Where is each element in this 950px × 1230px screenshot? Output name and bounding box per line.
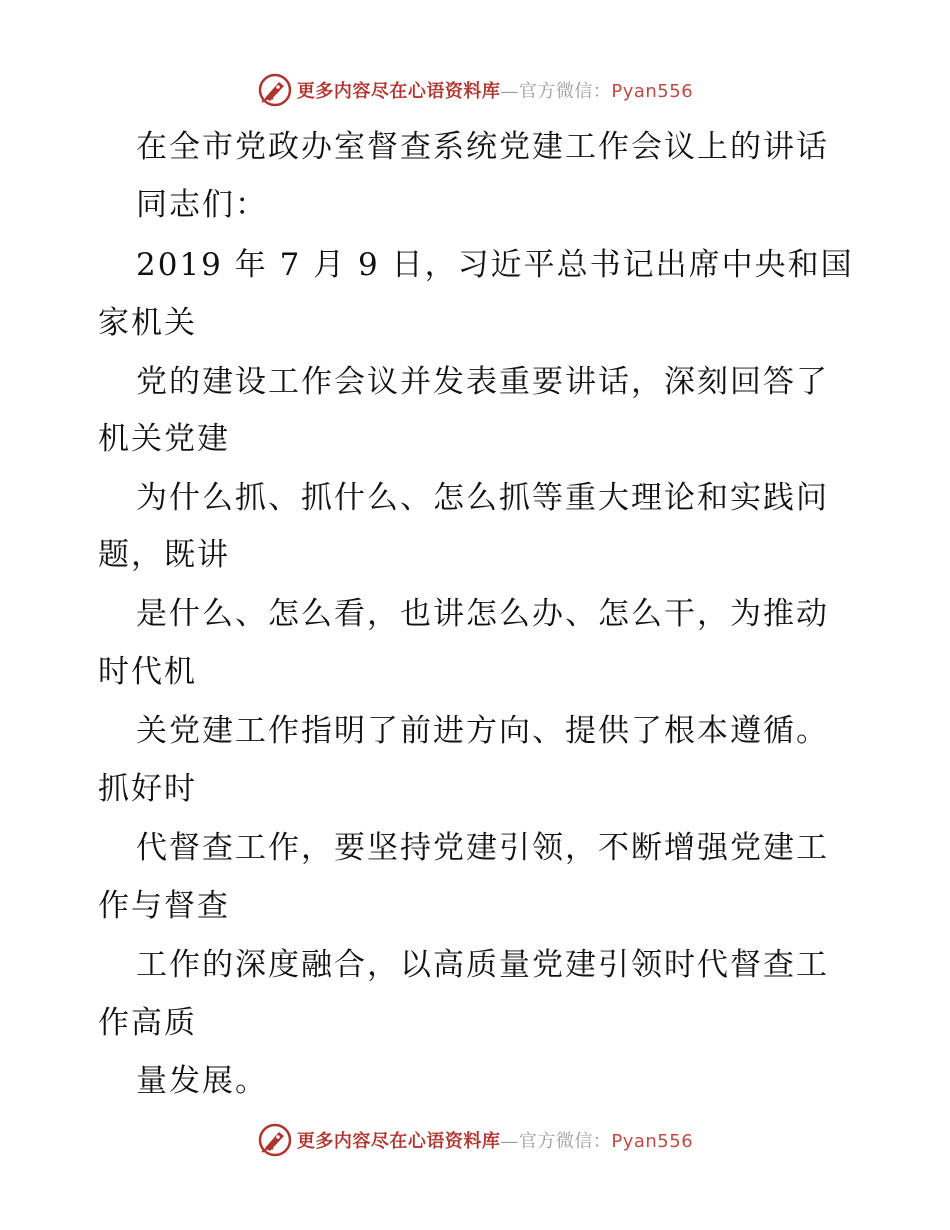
banner-wechat-label: 官方微信： xyxy=(518,81,612,102)
document-title: 在全市党政办室督查系统党建工作会议上的讲话 xyxy=(136,129,829,165)
paragraph-line: 代督查工作，要坚持党建引领，不断增强党建工 xyxy=(136,830,829,866)
paragraph-line: 为什么抓、抓什么、怎么抓等重大理论和实践问 xyxy=(136,480,829,516)
paragraph-line: 作高质 xyxy=(98,1005,197,1041)
paragraph-line: 是什么、怎么看，也讲怎么办、怎么干，为推动 xyxy=(136,596,829,632)
paragraph-line: 工作的深度融合，以高质量党建引领时代督查工 xyxy=(136,947,829,983)
pen-nib-logo-icon xyxy=(257,1122,293,1158)
banner-brand: 更多内容尽在心语资料库 xyxy=(296,1131,501,1152)
paragraph-line: 党的建设工作会议并发表重要讲话，深刻回答了 xyxy=(136,364,829,400)
paragraph-line: 作与督查 xyxy=(98,888,230,924)
paragraph-line: 量发展。 xyxy=(136,1063,268,1099)
footer-banner xyxy=(0,1120,950,1160)
paragraph-line: 题，既讲 xyxy=(98,537,230,573)
paragraph-line: 抓好时 xyxy=(98,771,197,807)
banner-account: Pyan556 xyxy=(611,1131,694,1152)
banner-separator: — xyxy=(500,1131,519,1152)
banner-text xyxy=(297,1127,693,1153)
paragraph-line: 机关党建 xyxy=(98,421,230,457)
paragraph-line: 时代机 xyxy=(98,654,197,690)
banner-account: Pyan556 xyxy=(611,81,694,102)
banner-wechat-label: 官方微信： xyxy=(518,1131,612,1152)
pen-nib-logo-icon xyxy=(257,72,293,108)
paragraph-line: 家机关 xyxy=(98,305,197,341)
header-banner xyxy=(0,70,950,110)
banner-brand: 更多内容尽在心语资料库 xyxy=(296,81,501,102)
paragraph-line: 2019 年 7 月 9 日，习近平总书记出席中央和国 xyxy=(136,247,854,283)
banner-separator: — xyxy=(500,81,519,102)
paragraph-line: 关党建工作指明了前进方向、提供了根本遵循。 xyxy=(136,713,829,749)
salutation: 同志们： xyxy=(136,187,268,223)
banner-text xyxy=(297,77,693,103)
